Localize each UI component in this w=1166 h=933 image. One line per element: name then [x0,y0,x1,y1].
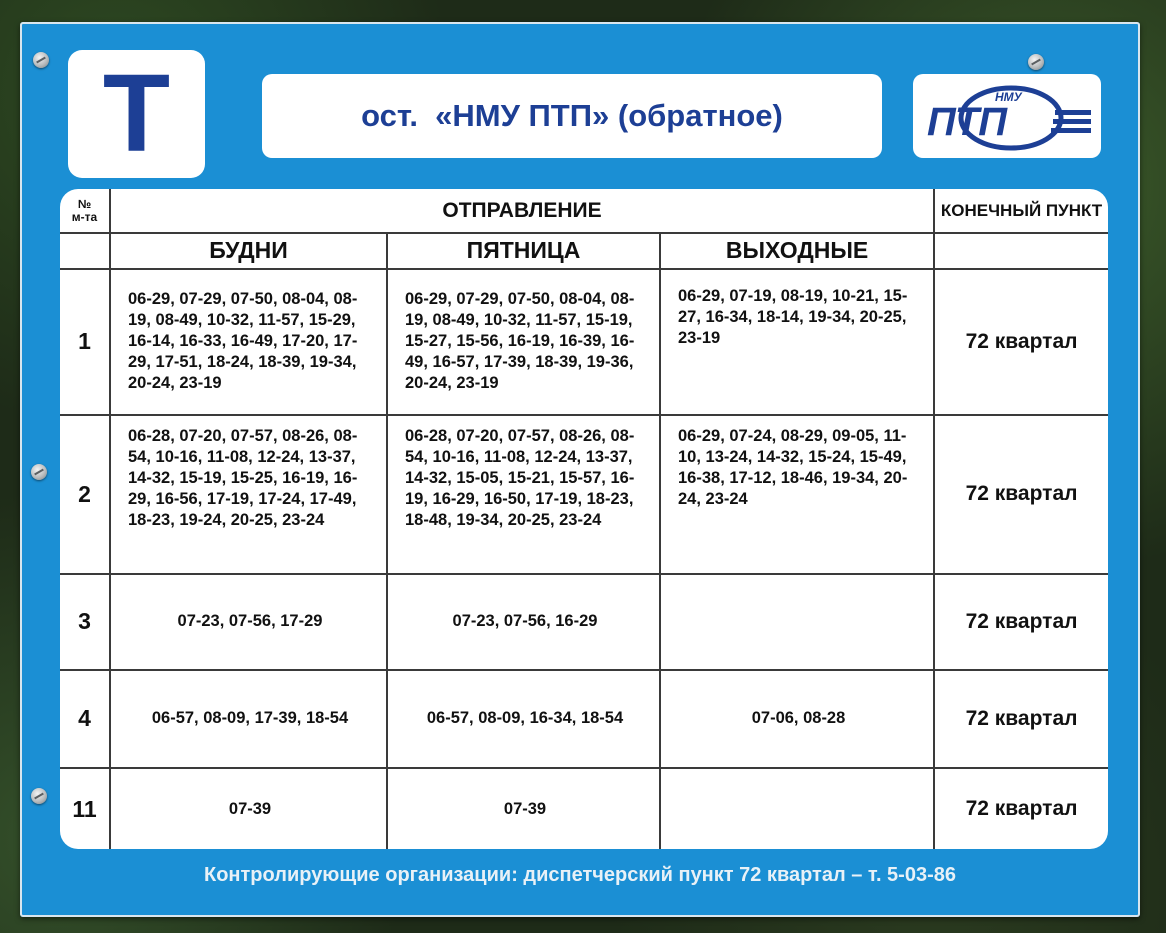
tram-letter: Т [102,52,171,175]
route-number: 3 [60,574,110,670]
logo-small-text: НМУ [995,90,1022,104]
terminal-stop: 72 квартал [934,269,1108,415]
weekday-times: 07-23, 07-56, 17-29 [110,574,387,670]
weekend-times: 06-29, 07-19, 08-19, 10-21, 15-27, 16-34, 18-14, 19-34, 20-25, 23-19 [660,269,934,415]
friday-times: 06-57, 08-09, 16-34, 18-54 [387,670,660,769]
weekday-times: 06-29, 07-29, 07-50, 08-04, 08-19, 08-49, 10-32, 11-57, 15-29, 16-14, 16-33, 16-49, 17-20, 17-29, 17-51, 18-24, 18-39, 19-34, 20-24, 23-19 [110,269,387,415]
weekday-times: 06-57, 08-09, 17-39, 18-54 [110,670,387,769]
table-row [60,574,1108,670]
weekday-times: 07-39 [110,768,387,849]
terminal-stop: 72 квартал [934,415,1108,574]
stop-title: ост. «НМУ ПТП» (обратное) [361,98,783,133]
route-number-header-line2: м-та [71,209,98,224]
table-row [60,768,1108,849]
table-row [60,670,1108,769]
friday-times: 06-29, 07-29, 07-50, 08-04, 08-19, 08-49, 10-32, 11-57, 15-19, 15-27, 15-56, 16-19, 16-39, 16-49, 16-57, 17-39, 18-39, 19-36, 20-24, 23-19 [387,269,660,415]
route-number-header [60,189,110,233]
weekday-times: 06-28, 07-20, 07-57, 08-26, 08-54, 10-16, 11-08, 12-24, 13-37, 14-32, 15-19, 15-25, 16-19, 16-29, 16-56, 17-19, 17-24, 17-49, 18-23, 19-24, 20-25, 23-24 [110,415,387,574]
route-number-header-line1: № [77,196,92,211]
route-number-header-spacer [60,233,110,268]
weekdays-header: БУДНИ [110,233,387,268]
departure-header: ОТПРАВЛЕНИЕ [110,189,934,233]
route-number: 11 [60,768,110,849]
weekend-header: ВЫХОДНЫЕ [660,233,934,268]
terminal-stop: 72 квартал [934,768,1108,849]
timetable-sign [20,22,1140,917]
terminal-stop: 72 квартал [934,670,1108,769]
screw-icon [31,788,47,804]
route-number: 2 [60,415,110,574]
route-number: 4 [60,670,110,769]
terminal-header: КОНЕЧНЫЙ ПУНКТ [934,189,1108,233]
screw-icon [33,52,49,68]
terminal-header-spacer [934,233,1108,268]
friday-times: 06-28, 07-20, 07-57, 08-26, 08-54, 10-16, 11-08, 12-24, 13-37, 14-32, 15-05, 15-21, 15-57, 16-19, 16-29, 16-50, 17-19, 18-23, 18-48, 19-34, 20-25, 23-24 [387,415,660,574]
table-row [60,415,1108,574]
screw-icon [31,464,47,480]
weekend-times: 07-06, 08-28 [660,670,934,769]
friday-header: ПЯТНИЦА [387,233,660,268]
terminal-stop: 72 квартал [934,574,1108,670]
screw-icon [1028,54,1044,70]
weekend-times: 06-29, 07-24, 08-29, 09-05, 11-10, 13-24, 14-32, 15-24, 15-49, 16-38, 17-12, 18-46, 19-34, 20-24, 23-24 [660,415,934,574]
weekend-times [660,768,934,849]
footer-contact: Контролирующие организации: диспетчерский пункт 72 квартал – т. 5-03-86 [204,864,956,886]
table-row [60,269,1108,415]
stop-title-panel [262,74,882,158]
ptp-logo-icon [913,74,1101,158]
friday-times: 07-39 [387,768,660,849]
schedule-table-panel [60,189,1108,849]
ptp-logo [913,74,1101,158]
weekend-times [660,574,934,670]
tram-letter-badge [68,50,205,178]
friday-times: 07-23, 07-56, 16-29 [387,574,660,670]
logo-big-text: ПТП [927,100,1006,144]
route-number: 1 [60,269,110,415]
schedule-table [60,189,1108,849]
